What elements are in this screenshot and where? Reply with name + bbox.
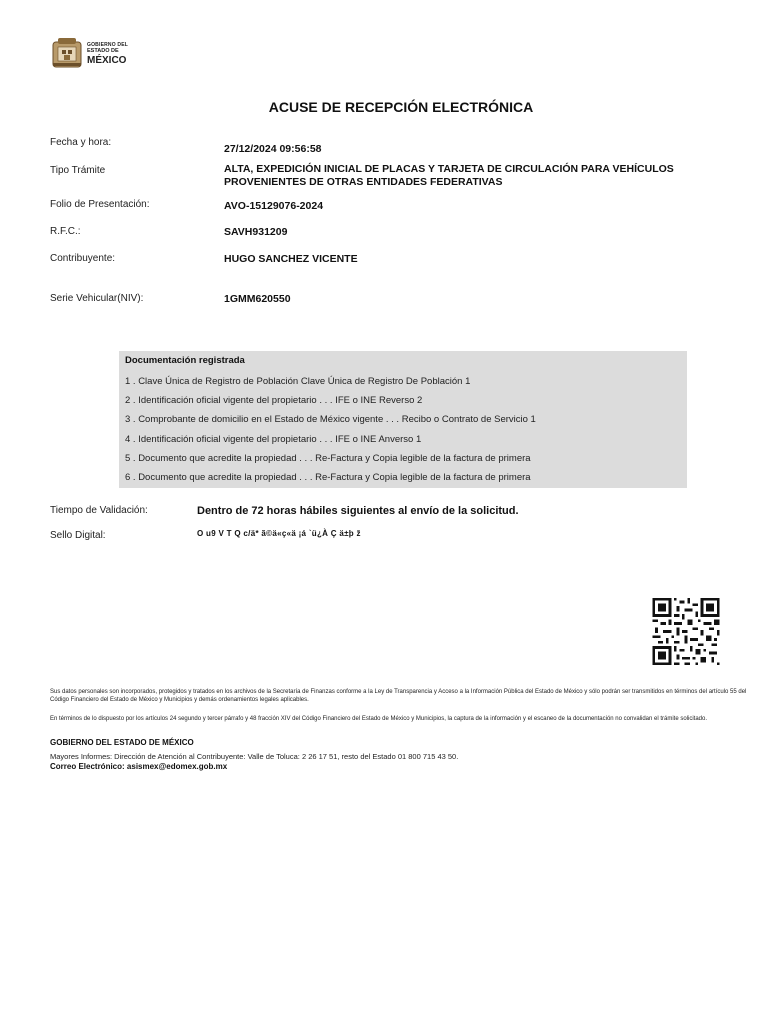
tiempo-validacion-value: Dentro de 72 horas hábiles siguientes al envío de la solicitud. — [197, 505, 519, 517]
qr-code — [651, 598, 721, 665]
footer-correo — [50, 762, 227, 771]
documentation-title: Documentación registrada — [125, 355, 245, 366]
logo-line-2: ESTADO DE — [87, 48, 119, 54]
sello-digital-label: Sello Digital: — [50, 530, 106, 541]
estado-de-mexico-emblem — [50, 36, 84, 70]
folio-label: Folio de Presentación: — [50, 199, 150, 210]
correo-label: Correo Electrónico: — [50, 762, 125, 771]
footer-informes: Mayores Informes: Dirección de Atención al Contribuyente: Valle de Toluca: 2 26 17 51, resto del Estado 01 800 715 43 50. — [50, 752, 459, 761]
tipo-tramite-label: Tipo Trámite — [50, 165, 106, 176]
documentation-item: 2 . Identificación oficial vigente del propietario . . . IFE o INE Reverso 2 — [125, 395, 423, 406]
fecha-label: Fecha y hora: — [50, 137, 112, 148]
tipo-tramite-value-line2: PROVENIENTES DE OTRAS ENTIDADES FEDERATIVAS — [224, 176, 503, 188]
documentation-item: 4 . Identificación oficial vigente del propietario . . . IFE o INE Anverso 1 — [125, 434, 422, 445]
serie-vehicular-label: Serie Vehicular(NIV): — [50, 293, 144, 304]
folio-value: AVO-15129076-2024 — [224, 200, 324, 212]
logo-text — [87, 43, 128, 66]
documentation-item: 6 . Documento que acredite la propiedad . . . Re-Factura y Copia legible de la factura de primera — [125, 472, 531, 483]
logo-line-3: MÉXICO — [87, 54, 127, 66]
rfc-value: SAVH931209 — [224, 226, 288, 238]
documentation-item: 5 . Documento que acredite la propiedad . . . Re-Factura y Copia legible de la factura de primera — [125, 453, 531, 464]
correo-value[interactable]: asismex@edomex.gob.mx — [126, 762, 228, 771]
document-title: ACUSE DE RECEPCIÓN ELECTRÓNICA — [268, 99, 534, 115]
fecha-value: 27/12/2024 09:56:58 — [224, 143, 322, 155]
legal-notice: En términos de lo dispuesto por los artículos 24 segundo y tercer párrafo y 48 fracción XIV del Código Financiero del Estado de México y Municipios, la captura de la información y el escaneo de la documentación no convalidan el trámite solicitado. — [50, 716, 708, 722]
sello-digital-value: O u9 V T Q c/ä* ã©ä«ç«ä ¡á `ü¿À Ç ä±þ ž — [197, 529, 361, 538]
serie-vehicular-value: 1GMM620550 — [224, 293, 291, 305]
documentation-item: 3 . Comprobante de domicilio en el Estado de México vigente . . . Recibo o Contrato de Servicio 1 — [125, 414, 536, 425]
privacy-notice: Sus datos personales son incorporados, protegidos y tratados en los archivos de la Secretaría de Finanzas conforme a la Ley de Transparencia y Acceso a la Información Pública del Estado de México y sólo podrán ser transmitidos en términos del artículo 55 del Código Financiero del Estado de México y Municipios y demás ordenamientos legales aplicables. — [50, 689, 747, 703]
tipo-tramite-value-line1: ALTA, EXPEDICIÓN INICIAL DE PLACAS Y TARJETA DE CIRCULACIÓN PARA VEHÍCULOS — [224, 163, 674, 175]
logo-line-1: GOBIERNO DEL — [87, 42, 129, 48]
contribuyente-value: HUGO SANCHEZ VICENTE — [224, 253, 358, 265]
documentation-box — [119, 351, 687, 488]
footer-government: GOBIERNO DEL ESTADO DE MÉXICO — [50, 738, 194, 747]
rfc-label: R.F.C.: — [50, 226, 81, 237]
contribuyente-label: Contribuyente: — [50, 253, 116, 264]
documentation-item: 1 . Clave Única de Registro de Población Clave Única de Registro De Población 1 — [125, 376, 471, 387]
tiempo-validacion-label: Tiempo de Validación: — [50, 505, 148, 516]
